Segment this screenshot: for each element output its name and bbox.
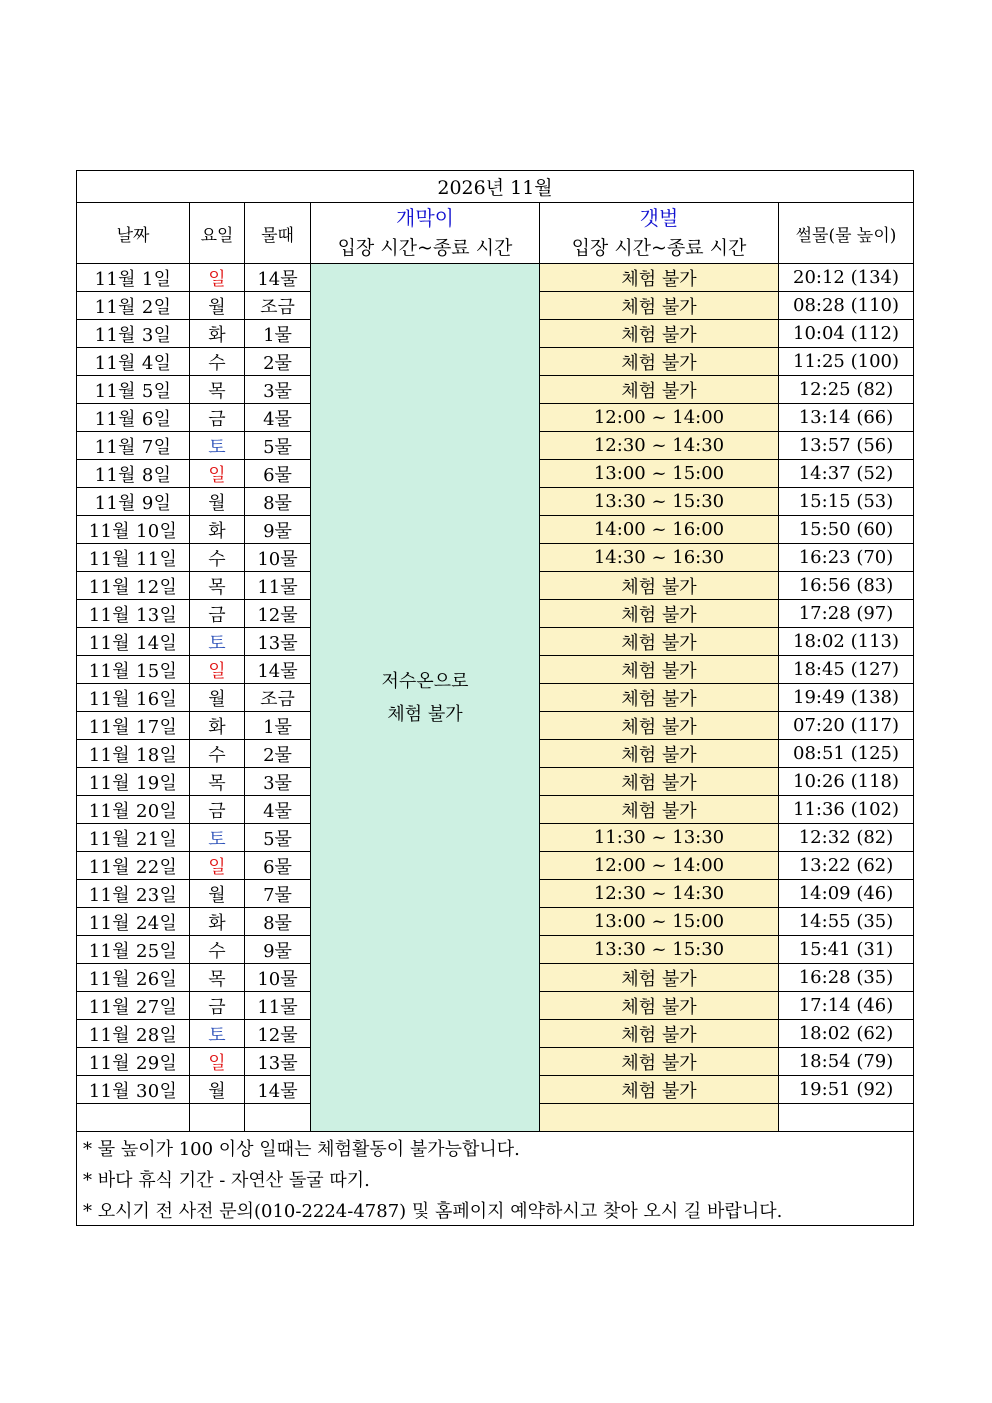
gaet-time-cell: 체험 불가 [540, 768, 779, 796]
kaemak-notice-line2: 체험 불가 [387, 703, 463, 725]
empty-weekday [190, 1104, 245, 1132]
empty-date [77, 1104, 190, 1132]
gaet-time-cell: 체험 불가 [540, 292, 779, 320]
date-cell: 11월 10일 [77, 516, 190, 544]
low-tide-cell: 16:56 (83) [779, 572, 914, 600]
low-tide-cell: 11:36 (102) [779, 796, 914, 824]
tide-phase-cell: 2물 [245, 348, 311, 376]
tide-phase-cell: 14물 [245, 1076, 311, 1104]
tide-phase-cell: 3물 [245, 768, 311, 796]
low-tide-cell: 07:20 (117) [779, 712, 914, 740]
tide-phase-cell: 10물 [245, 964, 311, 992]
gaet-time-cell: 체험 불가 [540, 348, 779, 376]
weekday-cell: 금 [190, 992, 245, 1020]
gaet-time-cell: 14:00 ~ 16:00 [540, 516, 779, 544]
tide-phase-cell: 12물 [245, 600, 311, 628]
gaet-time-cell: 체험 불가 [540, 600, 779, 628]
low-tide-cell: 19:51 (92) [779, 1076, 914, 1104]
weekday-cell: 금 [190, 796, 245, 824]
tide-phase-cell: 조금 [245, 292, 311, 320]
weekday-cell: 일 [190, 656, 245, 684]
low-tide-cell: 10:26 (118) [779, 768, 914, 796]
tide-phase-cell: 10물 [245, 544, 311, 572]
low-tide-cell: 18:54 (79) [779, 1048, 914, 1076]
tide-phase-cell: 4물 [245, 404, 311, 432]
date-cell: 11월 15일 [77, 656, 190, 684]
low-tide-cell: 20:12 (134) [779, 264, 914, 292]
tide-phase-cell: 2물 [245, 740, 311, 768]
date-cell: 11월 2일 [77, 292, 190, 320]
weekday-cell: 금 [190, 404, 245, 432]
header-kaemak [311, 203, 540, 264]
low-tide-cell: 15:41 (31) [779, 936, 914, 964]
date-cell: 11월 3일 [77, 320, 190, 348]
weekday-cell: 월 [190, 292, 245, 320]
date-cell: 11월 19일 [77, 768, 190, 796]
gaet-time-cell: 체험 불가 [540, 740, 779, 768]
tide-phase-cell: 7물 [245, 880, 311, 908]
date-cell: 11월 9일 [77, 488, 190, 516]
gaet-time-cell: 체험 불가 [540, 376, 779, 404]
low-tide-cell: 15:15 (53) [779, 488, 914, 516]
low-tide-cell: 10:04 (112) [779, 320, 914, 348]
low-tide-cell: 18:02 (62) [779, 1020, 914, 1048]
tide-phase-cell: 12물 [245, 1020, 311, 1048]
weekday-cell: 일 [190, 264, 245, 292]
empty-tide-phase [245, 1104, 311, 1132]
weekday-cell: 목 [190, 964, 245, 992]
date-cell: 11월 5일 [77, 376, 190, 404]
low-tide-cell: 14:55 (35) [779, 908, 914, 936]
date-cell: 11월 26일 [77, 964, 190, 992]
gaet-time-cell: 체험 불가 [540, 796, 779, 824]
note-text: * 오시기 전 사전 문의(010-2224-4787) 및 홈페이지 예약하시고 찾아 오시 길 바랍니다. [77, 1194, 914, 1226]
gaet-time-cell: 체험 불가 [540, 684, 779, 712]
header-gaet-title: 갯벌 [639, 206, 679, 230]
tide-phase-cell: 8물 [245, 488, 311, 516]
low-tide-cell: 17:28 (97) [779, 600, 914, 628]
low-tide-cell: 15:50 (60) [779, 516, 914, 544]
weekday-cell: 토 [190, 1020, 245, 1048]
low-tide-cell: 08:51 (125) [779, 740, 914, 768]
weekday-cell: 목 [190, 376, 245, 404]
gaet-time-cell: 13:00 ~ 15:00 [540, 460, 779, 488]
date-cell: 11월 24일 [77, 908, 190, 936]
tide-phase-cell: 14물 [245, 656, 311, 684]
weekday-cell: 화 [190, 712, 245, 740]
low-tide-cell: 19:49 (138) [779, 684, 914, 712]
empty-low-tide [779, 1104, 914, 1132]
date-cell: 11월 6일 [77, 404, 190, 432]
date-cell: 11월 14일 [77, 628, 190, 656]
tide-phase-cell: 5물 [245, 432, 311, 460]
kaemak-notice-line1: 저수온으로 [381, 670, 469, 692]
gaet-time-cell: 12:00 ~ 14:00 [540, 852, 779, 880]
low-tide-cell: 12:25 (82) [779, 376, 914, 404]
gaet-time-cell: 체험 불가 [540, 320, 779, 348]
tide-phase-cell: 11물 [245, 572, 311, 600]
gaet-time-cell: 12:30 ~ 14:30 [540, 432, 779, 460]
header-kaemak-title: 개막이 [396, 206, 454, 230]
gaet-time-cell: 체험 불가 [540, 572, 779, 600]
tide-phase-cell: 8물 [245, 908, 311, 936]
date-cell: 11월 25일 [77, 936, 190, 964]
weekday-cell: 토 [190, 628, 245, 656]
note-row [77, 1163, 914, 1194]
note-text: * 물 높이가 100 이상 일때는 체험활동이 불가능합니다. [77, 1132, 914, 1164]
date-cell: 11월 22일 [77, 852, 190, 880]
header-weekday: 요일 [190, 203, 245, 264]
date-cell: 11월 28일 [77, 1020, 190, 1048]
note-text: * 바다 휴식 기간 - 자연산 돌굴 따기. [77, 1163, 914, 1194]
low-tide-cell: 16:23 (70) [779, 544, 914, 572]
tide-phase-cell: 3물 [245, 376, 311, 404]
empty-gaet [540, 1104, 779, 1132]
date-cell: 11월 12일 [77, 572, 190, 600]
date-cell: 11월 16일 [77, 684, 190, 712]
header-kaemak-sub: 입장 시간~종료 시간 [337, 237, 513, 259]
weekday-cell: 수 [190, 544, 245, 572]
note-row [77, 1132, 914, 1164]
tide-phase-cell: 6물 [245, 460, 311, 488]
note-row [77, 1194, 914, 1226]
weekday-cell: 일 [190, 460, 245, 488]
header-tide-phase: 물때 [245, 203, 311, 264]
gaet-time-cell: 체험 불가 [540, 656, 779, 684]
header-date: 날짜 [77, 203, 190, 264]
low-tide-cell: 13:22 (62) [779, 852, 914, 880]
tide-phase-cell: 5물 [245, 824, 311, 852]
tide-phase-cell: 1물 [245, 320, 311, 348]
low-tide-cell: 18:02 (113) [779, 628, 914, 656]
weekday-cell: 월 [190, 488, 245, 516]
gaet-time-cell: 11:30 ~ 13:30 [540, 824, 779, 852]
gaet-time-cell: 13:30 ~ 15:30 [540, 936, 779, 964]
tide-phase-cell: 11물 [245, 992, 311, 1020]
weekday-cell: 수 [190, 936, 245, 964]
low-tide-cell: 14:09 (46) [779, 880, 914, 908]
date-cell: 11월 18일 [77, 740, 190, 768]
gaet-time-cell: 12:30 ~ 14:30 [540, 880, 779, 908]
weekday-cell: 월 [190, 880, 245, 908]
kaemak-notice [311, 264, 540, 1132]
date-cell: 11월 1일 [77, 264, 190, 292]
gaet-time-cell: 체험 불가 [540, 992, 779, 1020]
weekday-cell: 월 [190, 684, 245, 712]
low-tide-cell: 17:14 (46) [779, 992, 914, 1020]
date-cell: 11월 11일 [77, 544, 190, 572]
schedule-table [76, 170, 914, 1226]
gaet-time-cell: 체험 불가 [540, 1076, 779, 1104]
date-cell: 11월 29일 [77, 1048, 190, 1076]
weekday-cell: 목 [190, 572, 245, 600]
weekday-cell: 목 [190, 768, 245, 796]
weekday-cell: 일 [190, 1048, 245, 1076]
low-tide-cell: 13:14 (66) [779, 404, 914, 432]
header-gaet [540, 203, 779, 264]
date-cell: 11월 30일 [77, 1076, 190, 1104]
tide-phase-cell: 13물 [245, 628, 311, 656]
low-tide-cell: 14:37 (52) [779, 460, 914, 488]
table-row [77, 264, 914, 292]
header-gaet-sub: 입장 시간~종료 시간 [571, 237, 747, 259]
date-cell: 11월 21일 [77, 824, 190, 852]
low-tide-cell: 13:57 (56) [779, 432, 914, 460]
date-cell: 11월 27일 [77, 992, 190, 1020]
date-cell: 11월 17일 [77, 712, 190, 740]
gaet-time-cell: 14:30 ~ 16:30 [540, 544, 779, 572]
gaet-time-cell: 체험 불가 [540, 1020, 779, 1048]
tide-phase-cell: 14물 [245, 264, 311, 292]
table-title: 2026년 11월 [77, 171, 914, 203]
date-cell: 11월 4일 [77, 348, 190, 376]
date-cell: 11월 7일 [77, 432, 190, 460]
weekday-cell: 화 [190, 516, 245, 544]
weekday-cell: 화 [190, 320, 245, 348]
low-tide-cell: 18:45 (127) [779, 656, 914, 684]
low-tide-cell: 16:28 (35) [779, 964, 914, 992]
gaet-time-cell: 12:00 ~ 14:00 [540, 404, 779, 432]
low-tide-cell: 11:25 (100) [779, 348, 914, 376]
weekday-cell: 토 [190, 824, 245, 852]
weekday-cell: 월 [190, 1076, 245, 1104]
tide-phase-cell: 6물 [245, 852, 311, 880]
tide-phase-cell: 9물 [245, 516, 311, 544]
weekday-cell: 수 [190, 740, 245, 768]
tide-phase-cell: 4물 [245, 796, 311, 824]
weekday-cell: 수 [190, 348, 245, 376]
gaet-time-cell: 체험 불가 [540, 712, 779, 740]
low-tide-cell: 12:32 (82) [779, 824, 914, 852]
weekday-cell: 화 [190, 908, 245, 936]
gaet-time-cell: 체험 불가 [540, 264, 779, 292]
gaet-time-cell: 13:00 ~ 15:00 [540, 908, 779, 936]
weekday-cell: 금 [190, 600, 245, 628]
low-tide-cell: 08:28 (110) [779, 292, 914, 320]
date-cell: 11월 20일 [77, 796, 190, 824]
date-cell: 11월 23일 [77, 880, 190, 908]
gaet-time-cell: 체험 불가 [540, 964, 779, 992]
tide-phase-cell: 1물 [245, 712, 311, 740]
weekday-cell: 일 [190, 852, 245, 880]
tide-phase-cell: 13물 [245, 1048, 311, 1076]
header-low-tide: 썰물(물 높이) [779, 203, 914, 264]
tide-phase-cell: 조금 [245, 684, 311, 712]
weekday-cell: 토 [190, 432, 245, 460]
date-cell: 11월 8일 [77, 460, 190, 488]
gaet-time-cell: 체험 불가 [540, 1048, 779, 1076]
gaet-time-cell: 체험 불가 [540, 628, 779, 656]
gaet-time-cell: 13:30 ~ 15:30 [540, 488, 779, 516]
date-cell: 11월 13일 [77, 600, 190, 628]
tide-phase-cell: 9물 [245, 936, 311, 964]
